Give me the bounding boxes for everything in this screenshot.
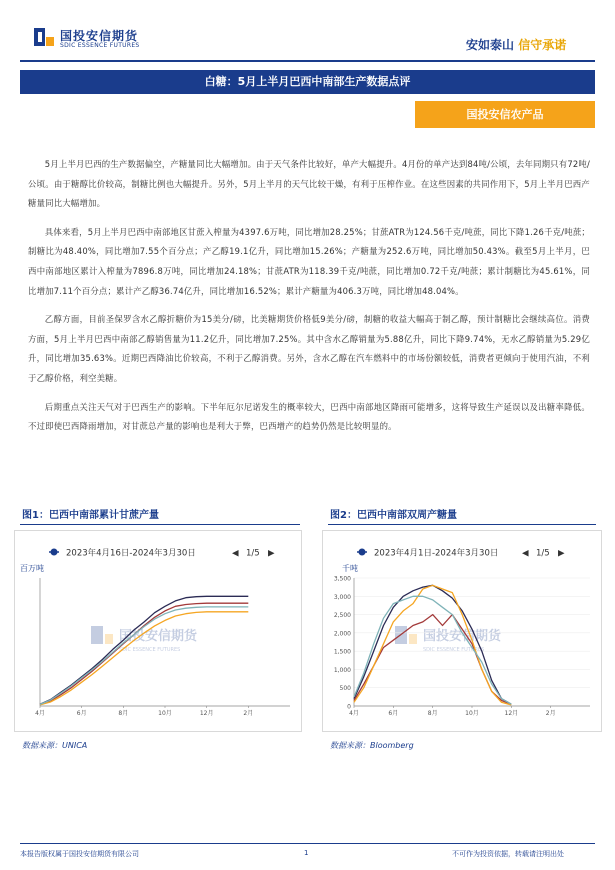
figure-2-chart [322, 530, 600, 730]
figure-1-source: 数据来源：UNICA [22, 741, 88, 750]
paragraph: 具体来看，5月上半月巴西中南部地区甘蔗入榨量为4397.6万吨，同比增加28.25%；甘蔗ATR为124.56千克/吨蔗，同比下降1.26千克/吨蔗；制糖比为48.40%，同比增加7.55个百分点；产乙醇19.1亿升，同比增加15.26%；产糖量为252.6万吨，同比增加50.43%。截至5月上半月，巴西中南部地区累计入榨量为7896.8万吨，同比增加24.18%；甘蔗ATR为118.39千克/吨蔗，同比增加0.72千克/吨蔗；累计制糖比为45.61%，同比增加7.11个百分点；累计产乙醇36.74亿升，同比增加16.52%；累计产糖量为406.3万吨，同比增加48.04%。 [28, 226, 590, 296]
pager-label: 1/5 [246, 548, 260, 559]
pager-next-icon[interactable]: ▶ [558, 548, 565, 559]
pager-prev-icon[interactable]: ◀ [232, 548, 239, 559]
slogan-part-a: 安如泰山 [466, 38, 515, 52]
watermark [91, 626, 198, 653]
series-line-2021/22 [354, 585, 511, 705]
report-body [28, 155, 590, 446]
y-tick-label: 2,000 [333, 630, 351, 638]
y-tick-label: 3,500 [333, 575, 351, 583]
watermark-logo-icon [91, 626, 103, 644]
footer-copyright: 本报告版权属于国投安信期货有限公司 [20, 850, 139, 858]
y-tick-label: 0 [347, 703, 351, 711]
chart-date-range: 2023年4月16日-2024年3月30日 [66, 548, 196, 559]
x-tick-label: 2月 [243, 710, 254, 717]
pager-label: 1/5 [536, 548, 550, 559]
nav-dot-icon [51, 549, 58, 556]
y-axis-unit: 百万吨 [20, 564, 44, 573]
x-tick-label: 4月 [35, 710, 45, 717]
slogan-part-b: 信守承诺 [518, 38, 567, 52]
watermark-logo-accent-icon [105, 634, 113, 644]
header-divider [20, 60, 595, 62]
logo-text-en: SDIC ESSENCE FUTURES [60, 42, 140, 49]
report-title: 白糖：5月上半月巴西中南部生产数据点评 [20, 70, 595, 94]
figure-2-divider [328, 524, 596, 525]
paragraph: 乙醇方面，目前圣保罗含水乙醇折糖价为15美分/磅，比美糖期货价格低9美分/磅，制糖的收益大幅高于制乙醇，预计制糖比会继续高位。消费方面，5月上半月巴西中南部乙醇销售量为11.2亿升，同比增加7.25%。其中含水乙醇销量为5.88亿升，同比下降9.74%，无水乙醇销量为5.29亿升，同比增加35.63%。近期巴西降油比价较高，不利于乙醇消费。另外，含水乙醇在汽车燃料中的市场份额较低，消费者更倾向于使用汽油，不利于乙醇价格，利空美糖。 [28, 314, 590, 383]
x-tick-label: 8月 [118, 710, 129, 717]
company-logo-icon [32, 26, 56, 48]
watermark-text-cn: 国投安信期货 [423, 629, 502, 644]
x-tick-label: 6月 [76, 710, 87, 717]
series-line-2023/24 [354, 585, 511, 704]
figure-2-source: 数据来源：Bloomberg [330, 741, 414, 750]
x-tick-label: 6月 [388, 710, 399, 717]
y-tick-label: 1,000 [333, 666, 351, 674]
x-tick-label: 12月 [199, 710, 214, 717]
x-tick-label: 2月 [545, 710, 556, 717]
watermark-text-en: SDIC ESSENCE FUTURES [119, 647, 181, 653]
chart-date-range: 2023年4月1日-2024年3月30日 [374, 548, 499, 559]
logo-text-cn: 国投安信期货 [60, 29, 139, 43]
product-tag: 国投安信农产品 [415, 101, 595, 128]
pager-prev-icon[interactable]: ◀ [522, 548, 529, 559]
nav-dot-icon [359, 549, 366, 556]
x-tick-label: 10月 [158, 710, 172, 717]
figure-1-divider [20, 524, 300, 525]
watermark-text-en: SDIC ESSENCE FUTURES [423, 647, 485, 653]
footer-page-number: 1 [304, 849, 309, 857]
figure-1-title: 图1：巴西中南部累计甘蔗产量 [22, 510, 159, 521]
footer-disclaimer: 不可作为投资依据，转载请注明出处 [452, 850, 564, 858]
y-tick-label: 3,000 [333, 593, 351, 601]
slogan [466, 36, 566, 53]
paragraph: 后期重点关注天气对于巴西生产的影响。下半年厄尔尼诺发生的概率较大，巴西中南部地区降雨可能增多，这将导致生产延误以及出糖率降低。不过即使巴西降雨增加，对甘蔗总产量的影响也是利大于弊，巴西增产的趋势仍然是比较明显的。 [28, 401, 590, 432]
figure-1-chart [14, 530, 300, 730]
y-axis-unit: 千吨 [342, 564, 358, 573]
footer-divider [20, 843, 595, 844]
y-tick-label: 2,500 [333, 612, 351, 620]
paragraph: 5月上半月巴西的生产数据偏空，产糖量同比大幅增加。由于天气条件比较好，单产大幅提升。4月份的单产达到84吨/公顷，去年同期只有72吨/公顷。由于糖醇比价较高，制糖比例也大幅提升。另外，5月上半月的天气比较干燥，有利于压榨作业。在这些因素的共同作用下，5月上半月巴西产糖量同比大幅增加。 [28, 159, 590, 209]
watermark-text-cn: 国投安信期货 [119, 629, 198, 644]
y-tick-label: 500 [339, 685, 351, 693]
y-tick-label: 1,500 [333, 648, 351, 656]
pager-next-icon[interactable]: ▶ [268, 548, 275, 559]
watermark [395, 626, 502, 653]
x-tick-label: 10月 [465, 710, 479, 717]
figure-2-title: 图2：巴西中南部双周产糖量 [330, 510, 457, 521]
x-tick-label: 8月 [427, 710, 438, 717]
x-tick-label: 12月 [504, 710, 519, 717]
x-tick-label: 4月 [349, 710, 359, 717]
watermark-logo-accent-icon [409, 634, 417, 644]
